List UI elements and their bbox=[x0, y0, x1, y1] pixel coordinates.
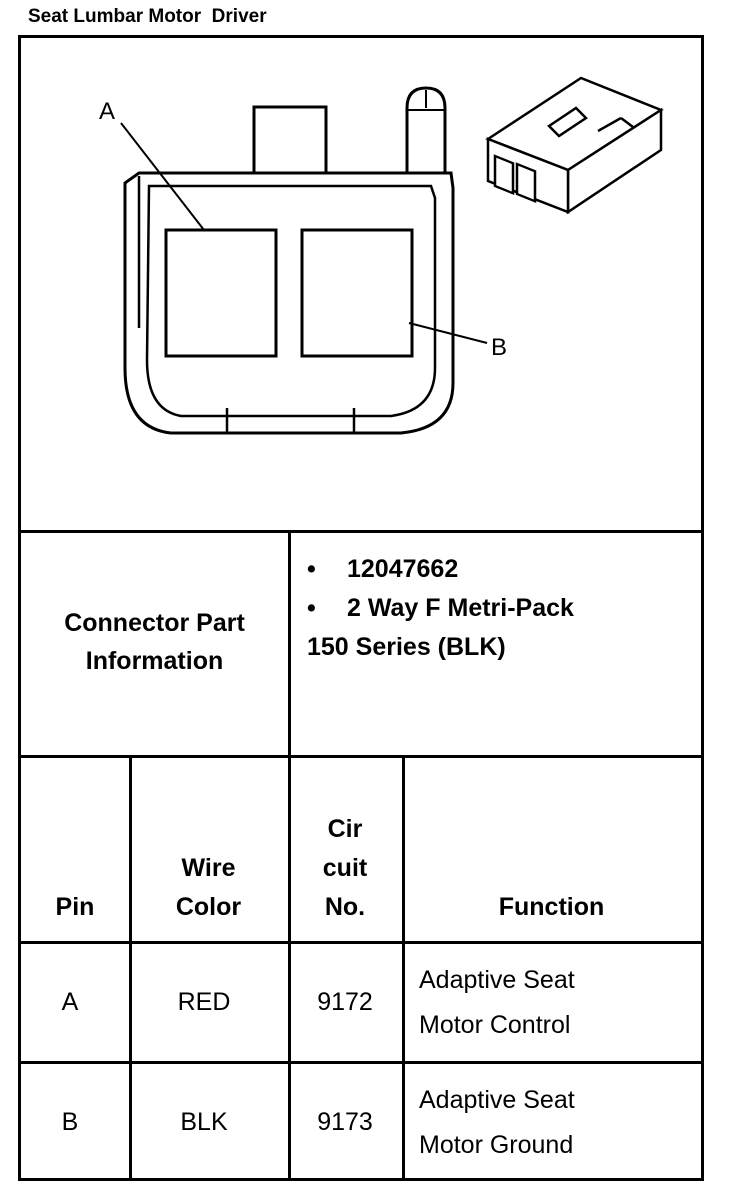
row-b-circuit: 9173 bbox=[317, 1108, 373, 1136]
part-info-label-line1: Connector Part bbox=[64, 609, 245, 637]
header-circuit-line2: cuit bbox=[322, 854, 368, 882]
row-a-function bbox=[419, 958, 699, 1048]
label-b: B bbox=[491, 334, 508, 361]
header-wire-line1: Wire bbox=[181, 854, 236, 882]
row-a-pin: A bbox=[61, 988, 79, 1016]
cavity-a bbox=[166, 230, 276, 356]
header-circuit-line3: No. bbox=[324, 893, 366, 921]
header-pin: Pin bbox=[55, 893, 95, 921]
header-circuit bbox=[288, 810, 402, 927]
row-a-function-line2: Motor Control bbox=[419, 1011, 571, 1039]
part-number: 12047662 bbox=[347, 555, 459, 583]
cavity-b bbox=[302, 230, 412, 356]
row-b-function-line1: Adaptive Seat bbox=[419, 1086, 575, 1114]
page-title: Seat Lumbar Motor Driver bbox=[28, 6, 267, 27]
connector-type: 2 Way F Metri-Pack bbox=[347, 594, 574, 622]
connector-series: 150 Series (BLK) bbox=[307, 633, 506, 661]
header-wire-color bbox=[129, 849, 288, 927]
connector-iso-view bbox=[488, 78, 661, 212]
row-a-color: RED bbox=[177, 988, 231, 1016]
part-info-label-line2: Information bbox=[85, 647, 224, 675]
connector-latch-tab bbox=[254, 107, 326, 173]
label-a: A bbox=[99, 98, 116, 125]
row-b-function bbox=[419, 1078, 699, 1168]
row-a-function-line1: Adaptive Seat bbox=[419, 966, 575, 994]
header-circuit-line1: Cir bbox=[327, 815, 363, 843]
part-info-label bbox=[21, 604, 288, 680]
connector-type-item bbox=[307, 589, 697, 628]
header-wire-line2: Color bbox=[175, 893, 242, 921]
part-number-item bbox=[307, 550, 697, 589]
header-function: Function bbox=[498, 893, 605, 921]
row-b-color: BLK bbox=[180, 1108, 228, 1136]
connector-table-frame bbox=[18, 35, 704, 1181]
connector-diagram bbox=[21, 38, 701, 532]
part-info-details bbox=[307, 550, 697, 667]
bullet-1: • bbox=[307, 555, 316, 583]
row-a-circuit: 9172 bbox=[317, 988, 373, 1016]
row-b-pin: B bbox=[61, 1108, 79, 1136]
row-b-function-line2: Motor Ground bbox=[419, 1131, 574, 1159]
bullet-2: • bbox=[307, 594, 316, 622]
